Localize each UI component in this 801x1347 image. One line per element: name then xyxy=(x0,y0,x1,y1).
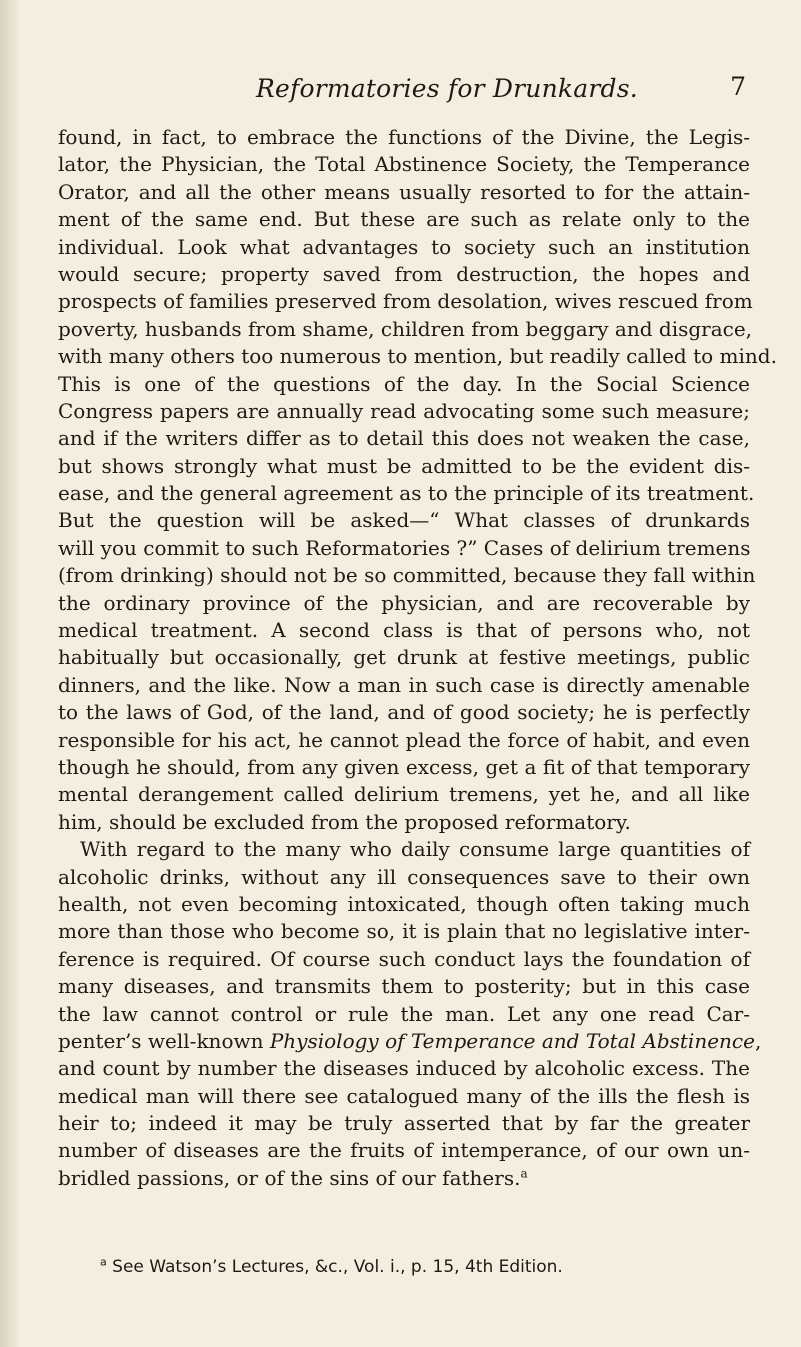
footnote-text: See Watson’s Lectures, &c., Vol. i., p. 15, 4th Edition. xyxy=(112,1257,563,1277)
text-line: (from drinking) should not be so committed, because they fall within xyxy=(58,563,756,588)
text-line: number of diseases are the fruits of intemperance, of our own un- xyxy=(58,1138,750,1163)
footnote-marker: a xyxy=(100,1255,107,1269)
text-line: habitually but occasionally, get drunk at festive meetings, public xyxy=(58,645,750,670)
text-line: dinners, and the like. Now a man in such case is directly amenable xyxy=(58,672,750,697)
text-segment: , xyxy=(754,1028,762,1053)
text-line: him, should be excluded from the proposed reformatory. xyxy=(58,809,631,834)
text-line: ment of the same end. But these are such as relate only to the xyxy=(58,207,750,232)
text-line: the ordinary province of the physician, and are recoverable by xyxy=(58,590,750,615)
text-line: and count by number the diseases induced by alcoholic excess. The xyxy=(58,1056,750,1081)
text-line: and if the writers differ as to detail this does not weaken the case, xyxy=(58,426,750,451)
text-line: heir to; indeed it may be truly asserted that by far the greater xyxy=(58,1111,750,1136)
text-line: found, in fact, to embrace the functions of the Divine, the Legis- xyxy=(58,125,750,149)
text-line: more than those who become so, it is plain that no legislative inter- xyxy=(58,919,750,944)
text-line: responsible for his act, he cannot plead the force of habit, and even xyxy=(58,727,750,752)
text-line: lator, the Physician, the Total Abstinence Society, the Temperance xyxy=(58,152,750,177)
page-number: 7 xyxy=(730,72,746,101)
text-line: health, not even becoming intoxicated, though often taking much xyxy=(58,891,750,916)
footnote xyxy=(100,1255,740,1279)
text-segment: bridled passions, or of the sins of our fathers. xyxy=(58,1165,521,1190)
text-line: though he should, from any given excess, get a fit of that temporary xyxy=(58,754,750,779)
text-line: medical treatment. A second class is that of persons who, not xyxy=(58,618,750,643)
text-line: This is one of the questions of the day. In the Social Science xyxy=(58,371,750,396)
book-title: Physiology of Temperance and Total Abstinence xyxy=(269,1028,755,1053)
text-line: poverty, husbands from shame, children from beggary and disgrace, xyxy=(58,316,753,341)
running-title: Reformatories for Drunkards. xyxy=(256,74,638,103)
text-line: But the question will be asked—“ What classes of drunkards xyxy=(58,508,750,533)
text-segment: penter’s well-known xyxy=(58,1028,270,1053)
text-line: but shows strongly what must be admitted to be the evident dis- xyxy=(58,453,750,478)
text-line: ease, and the general agreement as to the principle of its treatment. xyxy=(58,481,755,506)
text-line: the law cannot control or rule the man. Let any one read Car- xyxy=(58,1001,750,1026)
text-line: prospects of families preserved from desolation, wives rescued from xyxy=(58,289,753,314)
text-line: will you commit to such Reformatories ?” Cases of delirium tremens xyxy=(58,535,751,560)
text-line: medical man will there see catalogued many of the ills the flesh is xyxy=(58,1083,750,1108)
text-line-final xyxy=(58,1165,750,1192)
text-line: many diseases, and transmits them to posterity; but in this case xyxy=(58,974,750,999)
text-line: ference is required. Of course such conduct lays the foundation of xyxy=(58,946,750,971)
body-text xyxy=(58,124,777,1192)
text-line: with many others too numerous to mention, but readily called to mind. xyxy=(58,344,777,369)
text-line: to the laws of God, of the land, and of good society; he is perfectly xyxy=(58,700,750,725)
text-line: Congress papers are annually read advocating some such measure; xyxy=(58,398,750,423)
text-line: alcoholic drinks, without any ill consequences save to their own xyxy=(58,864,750,889)
page-header xyxy=(58,70,748,114)
text-line: would secure; property saved from destruction, the hopes and xyxy=(58,261,750,286)
text-line: Orator, and all the other means usually resorted to for the attain- xyxy=(58,179,750,204)
page-edge-shadow xyxy=(0,0,18,1347)
text-line: individual. Look what advantages to society such an institution xyxy=(58,234,750,259)
text-line: mental derangement called delirium tremens, yet he, and all like xyxy=(58,782,750,807)
text-line: With regard to the many who daily consume large quantities of xyxy=(80,837,750,862)
footnote-reference: a xyxy=(520,1166,528,1181)
text-line-with-book-title xyxy=(58,1028,762,1055)
